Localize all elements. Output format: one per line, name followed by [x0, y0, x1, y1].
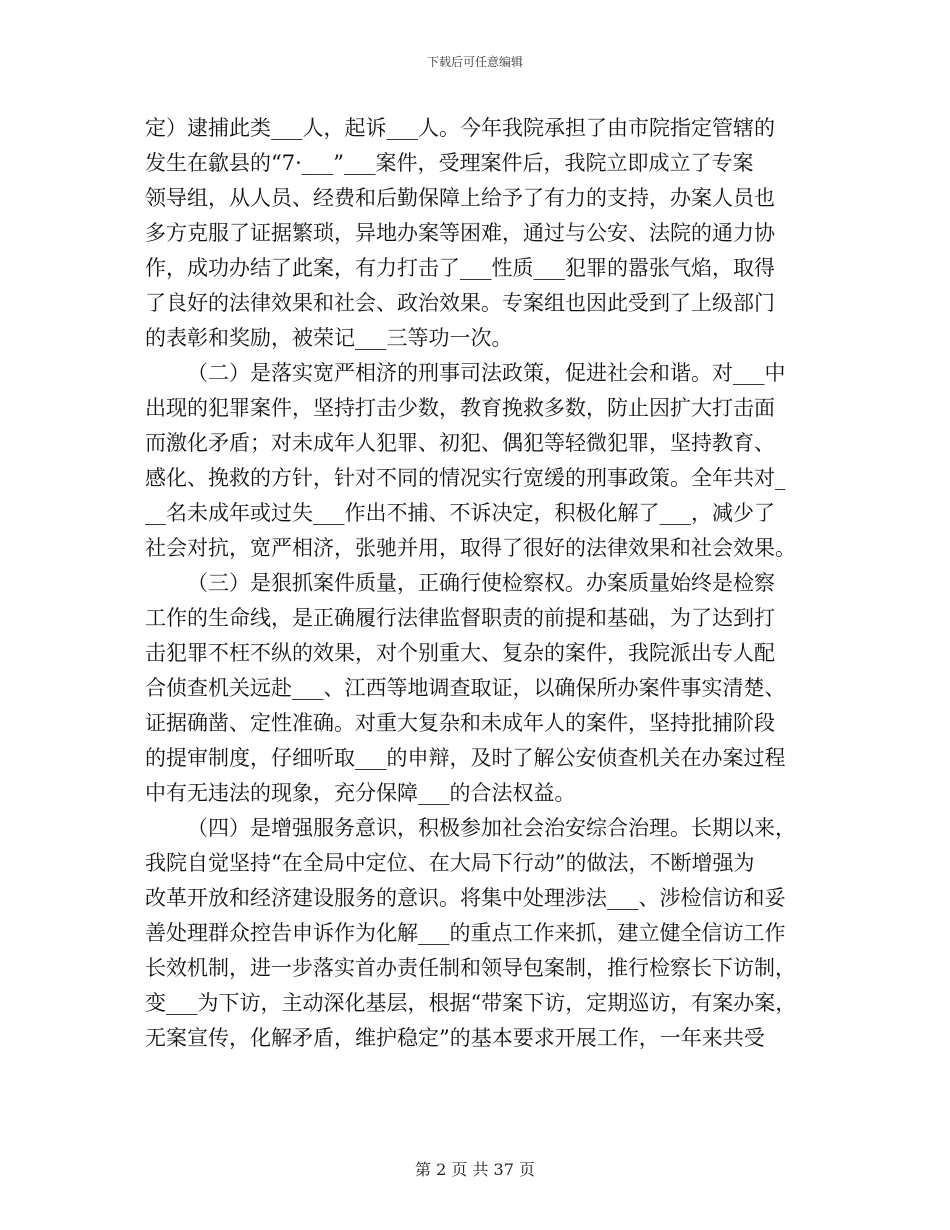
text-line: 了良好的法律效果和社会、政治效果。专案组也因此受到了上级部门 — [145, 291, 775, 315]
text-line: 而激化矛盾；对未成年人犯罪、初犯、偶犯等轻微犯罪，坚持教育、 — [145, 431, 775, 455]
page-header-note: 下载后可任意编辑 — [426, 55, 523, 69]
text-line: 长效机制，进一步落实首办责任制和领导包案制，推行检察长下访制， — [145, 956, 796, 980]
text-line: __名未成年或过失___作出不捕、不诉决定，积极化解了___，减少了 — [145, 501, 775, 525]
text-line: 多方克服了证据繁琐，异地办案等困难，通过与公安、法院的通力协 — [145, 221, 775, 245]
text-line: 的表彰和奖励，被荣记___三等功一次。 — [145, 326, 513, 350]
paragraph-heading-line: （四）是增强服务意识，积极参加社会治安综合治理。长期以来， — [187, 816, 796, 840]
text-line: 社会对抗，宽严相济，张驰并用，取得了很好的法律效果和社会效果。 — [145, 536, 796, 560]
text-line: 作，成功办结了此案，有力打击了___性质___犯罪的嚣张气焰，取得 — [145, 256, 775, 280]
text-line: 善处理群众控告申诉作为化解___的重点工作来抓，建立健全信访工作 — [145, 921, 786, 945]
text-line: 我院自觉坚持“在全局中定位、在大局下行动”的做法，不断增强为 — [145, 851, 755, 875]
text-line: 定）逮捕此类___人，起诉___人。今年我院承担了由市院指定管辖的 — [145, 116, 775, 140]
text-line: 感化、挽救的方针，针对不同的情况实行宽缓的刑事政策。全年共对_ — [145, 466, 786, 490]
text-line: 领导组，从人员、经费和后勤保障上给予了有力的支持，办案人员也 — [145, 186, 775, 210]
paragraph-heading-line: （三）是狠抓案件质量，正确行使检察权。办案质量始终是检察 — [187, 571, 775, 595]
paragraph-heading-line: （二）是落实宽严相济的刑事司法政策，促进社会和谐。对___中 — [187, 361, 786, 385]
text-line: 合侦查机关远赴___、江西等地调查取证，以确保所办案件事实清楚、 — [145, 676, 786, 700]
text-line: 发生在歙县的“7·___”___案件，受理案件后，我院立即成立了专案 — [145, 151, 754, 175]
text-line: 变___为下访，主动深化基层，根据“带案下访，定期巡访，有案办案， — [145, 991, 797, 1015]
text-line: 无案宣传，化解矛盾，维护稳定”的基本要求开展工作，一年来共受 — [145, 1026, 765, 1050]
text-line: 证据确凿、定性准确。对重大复杂和未成年人的案件，坚持批捕阶段 — [145, 711, 775, 735]
text-line: 的提审制度，仔细听取___的申辩，及时了解公安侦查机关在办案过程 — [145, 746, 786, 770]
page-number-footer: 第 2 页 共 37 页 — [415, 1160, 535, 1179]
text-line: 工作的生命线，是正确履行法律监督职责的前提和基础，为了达到打 — [145, 606, 775, 630]
text-line: 改革开放和经济建设服务的意识。将集中处理涉法___、涉检信访和妥 — [145, 886, 786, 910]
text-line: 出现的犯罪案件，坚持打击少数，教育挽救多数，防止因扩大打击面 — [145, 396, 775, 420]
text-line: 中有无违法的现象，充分保障___的合法权益。 — [145, 781, 576, 805]
text-line: 击犯罪不枉不纵的效果，对个别重大、复杂的案件，我院派出专人配 — [145, 641, 775, 665]
